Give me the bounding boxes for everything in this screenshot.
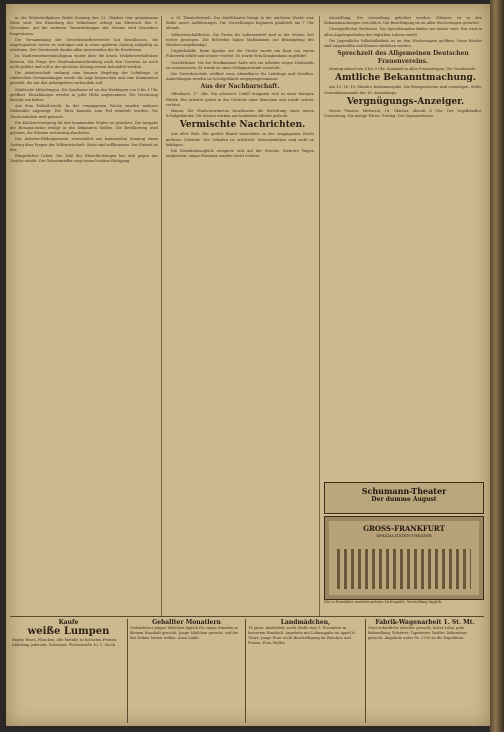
article-paragraph: Neues Theater. Mittwoch, 18. Oktober, abends 8 Uhr: Der Vogelhändler. Donnerstag: Die lustige Witwe. Freitag: Der Zigeunerbaron. bbox=[324, 108, 482, 119]
section-heading: Aus der Nachbarschaft. bbox=[200, 83, 280, 91]
book-binding bbox=[490, 0, 504, 732]
ad-text: Ordentlicher junger Mädchen täglich für einige Stunden in kleinen Haushalt gesucht. Junge Mädchen gesucht, welche das Nähen lernen wollen. Anna Linde. bbox=[130, 626, 238, 640]
classified-ads-row bbox=[10, 616, 484, 723]
article-paragraph: Ausstellung. Die Ausstellung gelichtet werden. Näheres ist in den Bekanntmachungen ersichtlich. Die Besichtigung ist an allen Wochentagen gestattet. bbox=[324, 16, 482, 26]
ad-heading: Landmädchen, bbox=[280, 619, 331, 626]
article-paragraph: Die Kohlenversorgung für den kommenden Winter ist gesichert. Die Ausgabe der Bezugsscheine erfolgt in den bekannten Stellen. Die Bevölkerung wird gebeten, die Scheine rechtzeitig abzuholen. bbox=[10, 120, 158, 136]
gf-caption: Die in Frankfurt meistbesuchten Lichtspiele. Vorstellung täglich. bbox=[324, 600, 443, 604]
column-divider bbox=[319, 16, 320, 616]
ad-heading: Kaufe bbox=[58, 619, 79, 626]
article-paragraph: Aus dem Polizeibericht. In der vergangenen Woche wurden mehrere Diebstähle angezeigt. Die Täter konnten zum Teil ermittelt werden. Vor Taschendieben wird gewarnt. bbox=[10, 104, 158, 119]
article-paragraph: Montag Abend von 8 bis 9 Uhr. Auskunft in allen Frauenfragen. Die Vorsitzende. bbox=[329, 67, 477, 72]
article-paragraph: Aus aller Welt. Ein großer Brand vernichtete in der vergangenen Nacht mehrere Gebäude. Der Schaden ist erheblich. Menschenleben sind nicht zu beklagen. bbox=[166, 132, 314, 147]
column-2 bbox=[166, 16, 314, 616]
article-paragraph: in des Winterhalbjahres findet Sonntag den 21. Oktober eine gemeinsame Fahrt statt. Die Einteilung der Teilnehmer erfolgt am Mittwoch den 9. November. Auf die weiteren Veranstaltungen des Vereins wird besonders hingewiesen. bbox=[10, 16, 158, 36]
article-paragraph: Ein Eisenbahnunglück ereignete sich auf der Strecke. Mehrere Wagen entgleisten; einige Reisende wurden leicht verletzt. bbox=[166, 149, 314, 159]
article-paragraph: Die Jugendliche Volksbibliothek ist an den Wochentagen geöffnet. Neue Bücher sind eingetroffen und können entliehen werden. bbox=[324, 38, 482, 49]
article-paragraph: Die Arbeiterschaft verlangt eine bessere Regelung der Lohnfrage. In zahlreichen Versammlungen wurde die Lage besprochen und eine Kommission gewählt, die mit den Arbeitgebern verhandeln soll. bbox=[10, 71, 158, 86]
column-3 bbox=[324, 16, 482, 476]
article-paragraph: u. M. Theaterbetrieb. Das Stadttheater bringt in der nächsten Woche eine Reihe neuer Aufführungen. Die Vorstellungen beginnen pünktlich um 7 Uhr abends. bbox=[166, 16, 314, 31]
gf-title: GROSS-FRANKFURT bbox=[363, 524, 445, 533]
article-paragraph: Bürgerliches Leben. Die Zahl der Eheschließungen hat sich gegen das Vorjahr erhöht. Die Geburtenziffer zeigt einen leichten Rückgang. bbox=[10, 154, 158, 164]
article-paragraph: Städtische Mitteilungen. Die Sparkasse ist an den Werktagen von 8 bis 1 Uhr geöffnet. Einzahlungen werden in jeder Höhe angenommen. Die Verzinsung beträgt wie bisher. bbox=[10, 87, 158, 103]
schumann-title: Schumann-Theater bbox=[361, 486, 447, 496]
classified-ad bbox=[10, 619, 128, 723]
schumann-theater-ad bbox=[324, 482, 484, 514]
article-paragraph: Gerichtliches. Vor der Strafkammer hatte sich ein Arbeiter wegen Diebstahls zu verantworten. Er wurde zu einer Gefängnisstrafe verurteilt. bbox=[166, 60, 314, 70]
newspaper-page bbox=[6, 4, 490, 726]
ad-text: Papier, Eisen, Flaschen, alte Metalle zu höchsten Preisen. Abholung jederzeit. Schreiner, Fichtestraße 10, 1. Stock. bbox=[12, 638, 118, 647]
ad-heading: Fabrik-Wagenarbeit 1. St. Mt. bbox=[375, 619, 475, 626]
schumann-tagline: Der dumme August bbox=[371, 496, 437, 503]
article-paragraph: Unglücksfälle. Beim Spielen auf der Straße wurde ein Kind von einem Fuhrwerk erfaßt und schwer verletzt. Es wurde dem Krankenhaus zugeführt. bbox=[166, 49, 314, 59]
building-illustration bbox=[337, 549, 471, 589]
article-paragraph: Der Arbeiter-Bildungsverein veranstaltet am kommenden Sonntag einen Vortrag über Fragen der Volkswirtschaft. Gäste sind willkommen. Der Eintritt ist frei. bbox=[10, 137, 158, 152]
classified-ad bbox=[246, 619, 366, 723]
ad-title: weiße Lumpen bbox=[27, 626, 110, 637]
gf-subtitle: SPEZIALITÄTEN-THEATER bbox=[376, 533, 432, 538]
section-heading-large: Vergnügungs-Anzeiger. bbox=[346, 96, 465, 107]
article-paragraph: Die Gewerbeschule eröffnet neue Abendkurse für Lehrlinge und Gesellen. Anmeldungen werden im Schulgebäude entgegengenommen. bbox=[166, 72, 314, 82]
article-paragraph: Unentgeltlicher Rechtsrat. Die Sprechstunden finden wie bisher statt. Rat wird in allen Angelegenheiten des täglichen Lebens erteilt. bbox=[324, 27, 482, 37]
ad-heading: Geballter Monatlern bbox=[152, 619, 221, 626]
article-paragraph: Im Stadtverordnetenkollegium wurde über die neuen Verkehrsverhältnisse beraten. Die Frage der Straßenbahnverbindung nach den Vororten ist noch nicht geklärt und soll in der nächsten Sitzung erneut behandelt werden. bbox=[10, 54, 158, 69]
section-heading-large: Amtliche Bekanntmachung. bbox=[335, 73, 476, 84]
section-heading: Sprechzeit des Allgemeinen Deutschen Frauenvereins. bbox=[337, 50, 469, 66]
column-1 bbox=[10, 16, 158, 616]
ad-illustration bbox=[329, 521, 479, 595]
section-heading-large: Vermischte Nachrichten. bbox=[179, 120, 306, 131]
article-paragraph: Die Versammlung der Gewerkschaftsvertreter hat beschlossen, die Angelegenheit weiter zu verfolgen und in einer späteren Sitzung endgültig zu erledigen. Der Vorsitzende dankte allen Anwesenden für ihr Erscheinen. bbox=[10, 37, 158, 53]
ad-text: 18 Jahre, kinderlieb, sucht Stelle zum 1. November in besserem Haushalt. Angebote mit Lohnangabe an Appel & Thore. Junge Frau sucht Beschäftigung im Waschen und Putzen. Frau Müller. bbox=[248, 626, 356, 645]
gross-frankfurt-ad bbox=[324, 516, 484, 600]
article-paragraph: Hanau. Die Stadtverordneten beschlossen die Errichtung eines neuen Schulgebäudes. Die Kosten werden aus laufenden Mitteln gedeckt. bbox=[166, 109, 314, 119]
classified-ad bbox=[128, 619, 246, 723]
article-paragraph: Volkswirtschaftliches. Die Preise für Lebensmittel sind in der letzten Zeit weiter gestiegen. Die Behörden haben Maßnahmen zur Bekämpfung des Wuchers angekündigt. bbox=[166, 32, 314, 48]
article-paragraph: Offenbach, 17. Okt. Ein schwerer Unfall ereignete sich in einer hiesigen Fabrik. Ein Arbeiter geriet in das Getriebe einer Maschine und wurde schwer verletzt. bbox=[166, 92, 314, 107]
classified-ad bbox=[366, 619, 484, 723]
article-paragraph: Am 15. 16. 18. Oktober Kohlenausgabe. Die Bezugsscheine sind vorzulegen. Stellv. Generalkommando des 18. Armeekorps. bbox=[324, 85, 482, 95]
column-divider bbox=[161, 16, 162, 616]
ad-text: Zwei ordentliche Arbeiter gesucht, hoher Lohn, gute Behandlung. Polsterer, Tapezierer, Sattler, Dekorateur gesucht. Angebote unter Nr. 2700 an die Expedition. bbox=[368, 626, 468, 640]
